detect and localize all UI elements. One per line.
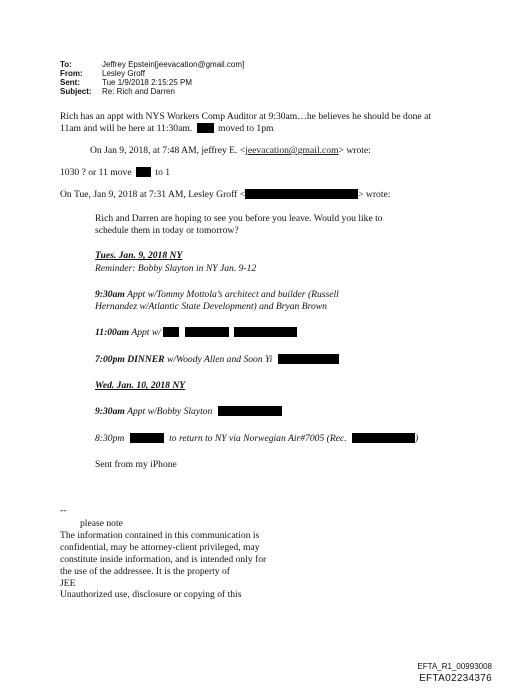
subject-value: Re: Rich and Darren	[102, 87, 175, 96]
redaction	[197, 123, 214, 133]
reply-line: 1030 ? or 11 move to 1	[60, 167, 171, 178]
bates-id-2: EFTA02234376	[419, 673, 492, 684]
from-label: From:	[60, 69, 83, 78]
schedule-day-1: Tues. Jan. 9, 2018 NY	[95, 250, 183, 261]
disclaimer-line-1: The information contained in this communication is	[60, 530, 260, 541]
disclaimer-note: please note	[80, 518, 123, 529]
to-value: Jeffrey Epstein[jeevacation@gmail.com]	[102, 60, 245, 69]
redaction	[136, 167, 151, 177]
reminder-line: Reminder: Bobby Slayton in NY Jan. 9-12	[95, 263, 257, 274]
redaction	[163, 327, 179, 337]
event-1-line-1: 9:30am Appt w/Tommy Mottola’s architect and builder (Russell	[95, 289, 339, 300]
body-line-2: 11am and will be here at 11:30am. moved to 1pm	[60, 123, 274, 134]
redaction	[234, 327, 297, 337]
redaction	[278, 354, 339, 364]
body-line-1: Rich has an appt with NYS Workers Comp Auditor at 9:30am…he believes he should be done at	[60, 111, 432, 122]
email-header	[60, 61, 360, 101]
redaction	[245, 189, 358, 199]
quoted-line-1: Rich and Darren are hoping to see you before you leave. Would you like to	[95, 213, 383, 224]
event-3-line: 7:00pm DINNER w/Woody Allen and Soon Yi	[95, 354, 339, 365]
redaction	[218, 406, 282, 416]
event-5-line: 8:30pm to return to NY via Norwegian Air#7005 (Rec. )	[95, 433, 419, 444]
disclaimer-line-3: constitute inside information, and is intended only for	[60, 554, 267, 565]
to-label: To:	[60, 60, 72, 69]
bates-id-1: EFTA_R1_00993008	[417, 662, 492, 671]
event-4-line: 9:30am Appt w/Bobby Slayton	[95, 406, 282, 417]
disclaimer-line-4: the use of the addressee. It is the property of	[60, 566, 230, 577]
quote-header-2: On Tue, Jan 9, 2018 at 7:31 AM, Lesley Groff < > wrote:	[60, 189, 391, 200]
quote-header-1: On Jan 9, 2018, at 7:48 AM, jeffrey E. <jeevacation@gmail.com> wrote:	[90, 145, 371, 156]
sent-value: Tue 1/9/2018 2:15:25 PM	[102, 78, 192, 87]
schedule-day-2: Wed. Jan. 10, 2018 NY	[95, 380, 186, 391]
event-2-line: 11:00am Appt w/	[95, 327, 297, 338]
sent-label: Sent:	[60, 78, 80, 87]
disclaimer-dashes: --	[60, 505, 67, 516]
signature: Sent from my iPhone	[95, 459, 177, 470]
redaction	[352, 433, 415, 443]
quoted-line-2: schedule them in today or tomorrow?	[95, 225, 239, 236]
email-link[interactable]: jeevacation@gmail.com	[245, 145, 339, 156]
redaction	[185, 327, 229, 337]
subject-label: Subject:	[60, 87, 92, 96]
disclaimer-line-6: Unauthorized use, disclosure or copying of this	[60, 589, 242, 600]
disclaimer-line-2: confidential, may be attorney-client privileged, may	[60, 542, 260, 553]
redaction	[130, 433, 164, 443]
disclaimer-line-5: JEE	[60, 578, 76, 589]
from-value: Lesley Groff	[102, 69, 145, 78]
event-1-line-2: Hernandez w/Atlantic State Development) and Bryan Brown	[95, 301, 327, 312]
